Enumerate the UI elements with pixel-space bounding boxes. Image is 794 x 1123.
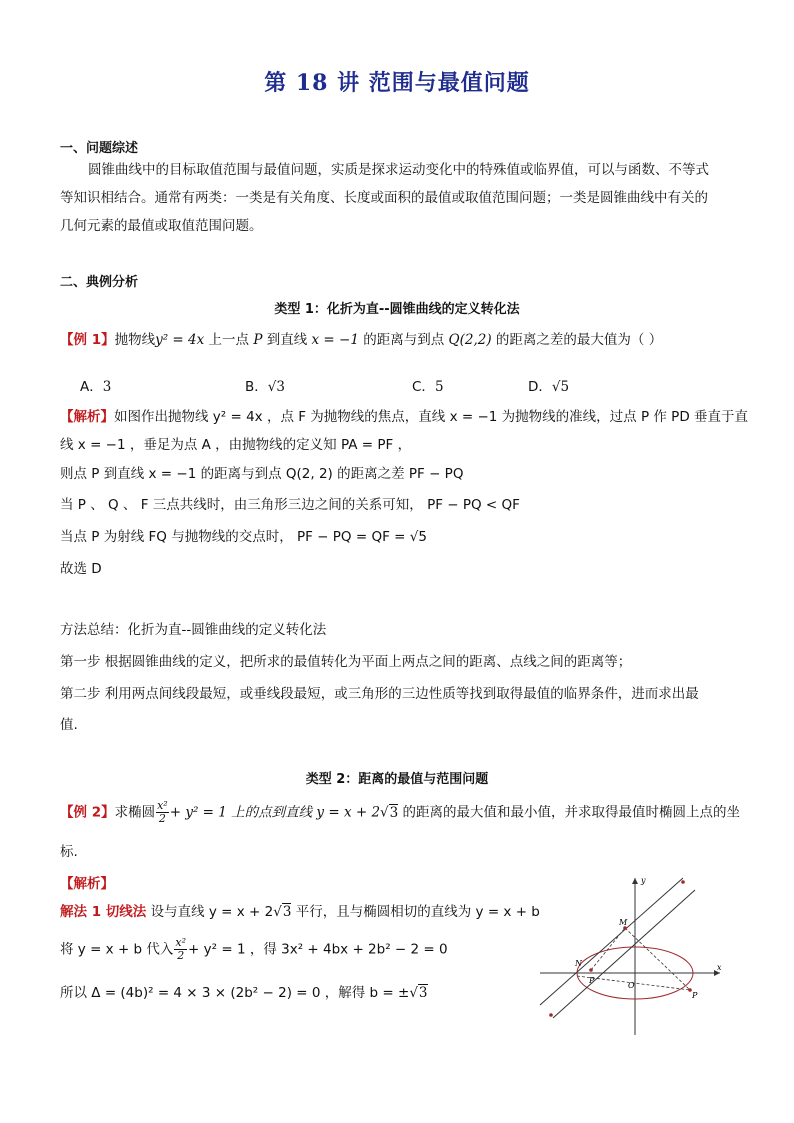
overview-line-1: 圆锥曲线中的目标取值范围与最值问题，实质是探求运动变化中的特殊值或临界值，可以与函数、不等式 (88, 162, 709, 178)
label-y: y (641, 876, 646, 885)
dashed-pm (591, 928, 625, 970)
method-label: 解法 1 切线法 (60, 904, 147, 920)
solution1-line-6: 故选 D (60, 561, 102, 577)
page-title: 第 18 讲 范围与最值问题 (264, 70, 530, 96)
label-p1: P (589, 976, 595, 985)
solution2-tag: 【解析】 (60, 876, 114, 892)
solution1-line-5: 当点 P 为射线 FQ 与抛物线的交点时， PF − PQ = QF = √5 (60, 529, 427, 545)
label-n: N (575, 959, 582, 968)
option-a: A．3 (80, 379, 112, 395)
option-d: D．√5 (528, 379, 570, 395)
solution1-line-1: 【解析】如图作出抛物线 y² = 4x ，点 F 为抛物线的焦点，直线 x = −1 为抛物线的准线，过点 P 作 PD 垂直于直 (60, 409, 749, 425)
section-heading-examples: 二、典例分析 (60, 275, 139, 290)
overview-line-3: 几何元素的最值或取值范围问题。 (60, 218, 263, 234)
option-b: B．√3 (245, 379, 285, 395)
label-m: M (619, 918, 628, 927)
solution2-delta-line: 所以 Δ = (4b)² = 4 × 3 × (2b² − 2) = 0 ，解得 b = ±√3 (60, 985, 428, 1001)
point-extra-2 (681, 880, 685, 884)
label-x: x (717, 963, 722, 972)
example1-question: 【例 1】抛物线y² = 4x 上一点 P 到直线 x = −1 的距离与到点 Q(2,2) 的距离之差的最大值为（ ） (60, 332, 663, 348)
method-step-2-cont: 值. (60, 717, 78, 733)
solution1-line-2: 线 x = −1 ，垂足为点 A ，由抛物线的定义知 PA = PF ， (60, 437, 412, 453)
overview-line-2: 等知识相结合。通常有两类：一类是有关角度、长度或面积的最值或取值范围问题；一类是圆锥曲线中有关的 (60, 190, 708, 206)
tangent-line-1 (540, 878, 683, 1005)
solution2-substitute-line: 将 y = x + b 代入 $\frac{\text{x²}}{2}$ + y² = 1 ，得 3x² + 4bx + 2b² − 2 = 0 (60, 936, 448, 962)
point-n (589, 968, 593, 972)
example2-question-cont: 标. (60, 844, 78, 860)
label-p2: P (692, 991, 698, 1000)
solution1-tag: 【解析】 (60, 409, 114, 425)
y-axis-arrow (632, 878, 638, 884)
label-o: O (628, 981, 635, 990)
example2-question: 【例 2】求椭圆 $\frac{\text{x²}}{2}$ + y² = 1 上的点到直线 y = x + 2√3 的距离的最大值和最小值，并求取得最值时椭圆上点的坐 (60, 799, 741, 825)
point-extra (549, 1013, 553, 1017)
option-c: C．5 (412, 379, 444, 395)
type2-heading: 类型 2：距离的最值与范围问题 (305, 772, 489, 787)
example1-tag: 【例 1】 (60, 332, 115, 348)
method-step-2: 第二步 利用两点间线段最短，或垂线段最短，或三角形的三边性质等找到取得最值的临界条件，进而求出最 (60, 686, 699, 702)
method-step-1: 第一步 根据圆锥曲线的定义，把所求的最值转化为平面上两点之间的距离、点线之间的距离等； (60, 654, 632, 670)
solution1-line-3: 则点 P 到直线 x = −1 的距离与到点 Q(2, 2) 的距离之差 PF − PQ (60, 466, 464, 482)
example2-tag: 【例 2】 (60, 804, 115, 821)
section-heading-overview: 一、问题综述 (60, 141, 139, 156)
solution1-line-4: 当 P 、 Q 、 F 三点共线时，由三角形三边之间的关系可知， PF − PQ < QF (60, 497, 520, 513)
type1-heading: 类型 1：化折为直--圆锥曲线的定义转化法 (274, 302, 520, 317)
method-summary-title: 方法总结：化折为直--圆锥曲线的定义转化法 (60, 622, 327, 638)
ellipse-tangent-figure (535, 870, 735, 1040)
solution2-method-line: 解法 1 切线法 设与直线 y = x + 2√3 平行，且与椭圆相切的直线为 y = x + b (60, 904, 540, 920)
